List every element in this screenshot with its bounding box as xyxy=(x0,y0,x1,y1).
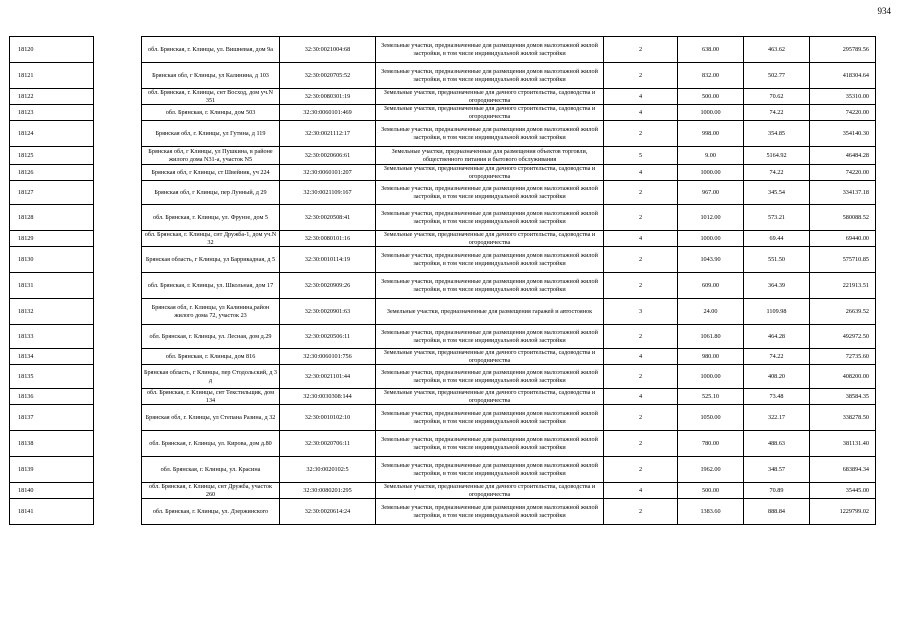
cadastral-number-cell: 32:30:0021004:68 xyxy=(280,37,376,63)
area-cell: 1000.00 xyxy=(678,105,744,121)
area-cell: 1000.00 xyxy=(678,365,744,389)
row-id-cell: 18129 xyxy=(10,231,94,247)
row-id-cell: 18127 xyxy=(10,181,94,205)
spacer-cell xyxy=(94,349,142,365)
purpose-group-cell: 4 xyxy=(604,389,678,405)
table-row xyxy=(10,483,876,499)
cadastral-number-cell: 32:30:0020506:11 xyxy=(280,325,376,349)
table-row xyxy=(10,37,876,63)
area-cell: 9.00 xyxy=(678,147,744,165)
cadastral-number-cell: 32:30:0020705:52 xyxy=(280,63,376,89)
land-purpose-cell: Земельные участки, предназначенные для размещения домов малоэтажной жилой застройки, в том числе индивидуальной жилой застройки xyxy=(376,405,604,431)
rate-cell: 74.22 xyxy=(744,165,810,181)
spacer-cell xyxy=(94,365,142,389)
cadastral-number-cell: 32:30:0020606:61 xyxy=(280,147,376,165)
address-cell: обл. Брянская, г. Клинцы, ул. Красина xyxy=(142,457,280,483)
table-row xyxy=(10,389,876,405)
cadastral-value-cell: 580088.52 xyxy=(810,205,876,231)
rate-cell: 573.21 xyxy=(744,205,810,231)
table-row xyxy=(10,165,876,181)
table-row xyxy=(10,349,876,365)
purpose-group-cell: 4 xyxy=(604,349,678,365)
cadastral-value-cell: 35445.00 xyxy=(810,483,876,499)
rate-cell: 364.39 xyxy=(744,273,810,299)
rate-cell: 888.84 xyxy=(744,499,810,525)
area-cell: 1962.00 xyxy=(678,457,744,483)
spacer-cell xyxy=(94,299,142,325)
cadastral-value-cell: 492972.50 xyxy=(810,325,876,349)
rate-cell: 408.20 xyxy=(744,365,810,389)
address-cell: Брянская обл, г Клинцы, ул Калинина, д 103 xyxy=(142,63,280,89)
address-cell: Брянская обл, г. Клинцы, ул Степана Разина, д 32 xyxy=(142,405,280,431)
spacer-cell xyxy=(94,105,142,121)
cadastral-value-cell: 683894.34 xyxy=(810,457,876,483)
cadastral-value-cell: 295789.56 xyxy=(810,37,876,63)
land-registry-table xyxy=(9,36,876,525)
cadastral-value-cell: 418304.64 xyxy=(810,63,876,89)
purpose-group-cell: 4 xyxy=(604,231,678,247)
row-id-cell: 18120 xyxy=(10,37,94,63)
row-id-cell: 18139 xyxy=(10,457,94,483)
table-row xyxy=(10,89,876,105)
area-cell: 780.00 xyxy=(678,431,744,457)
address-cell: обл. Брянская, г. Клинцы, ул. Вишневая, дом 9а xyxy=(142,37,280,63)
area-cell: 967.00 xyxy=(678,181,744,205)
table-row xyxy=(10,431,876,457)
purpose-group-cell: 2 xyxy=(604,457,678,483)
table-body xyxy=(10,37,876,525)
rate-cell: 463.62 xyxy=(744,37,810,63)
row-id-cell: 18124 xyxy=(10,121,94,147)
land-purpose-cell: Земельные участки, предназначенные для размещения домов малоэтажной жилой застройки, в том числе индивидуальной жилой застройки xyxy=(376,365,604,389)
cadastral-number-cell: 32:30:0020614:24 xyxy=(280,499,376,525)
purpose-group-cell: 4 xyxy=(604,483,678,499)
cadastral-value-cell: 381131.40 xyxy=(810,431,876,457)
area-cell: 525.10 xyxy=(678,389,744,405)
table-row xyxy=(10,205,876,231)
area-cell: 1000.00 xyxy=(678,231,744,247)
row-id-cell: 18132 xyxy=(10,299,94,325)
spacer-cell xyxy=(94,181,142,205)
table-row xyxy=(10,63,876,89)
cadastral-value-cell: 35310.00 xyxy=(810,89,876,105)
row-id-cell: 18141 xyxy=(10,499,94,525)
land-purpose-cell: Земельные участки, предназначенные для дачного строительства, садоводства и огородничества xyxy=(376,105,604,121)
land-purpose-cell: Земельные участки, предназначенные для дачного строительства, садоводства и огородничества xyxy=(376,89,604,105)
row-id-cell: 18131 xyxy=(10,273,94,299)
table-row xyxy=(10,105,876,121)
area-cell: 24.00 xyxy=(678,299,744,325)
land-purpose-cell: Земельные участки, предназначенные для размещения домов малоэтажной жилой застройки, в том числе индивидуальной жилой застройки xyxy=(376,431,604,457)
address-cell: обл. Брянская, г. Клинцы, ул. Школьная, дом 17 xyxy=(142,273,280,299)
cadastral-value-cell: 575710.85 xyxy=(810,247,876,273)
purpose-group-cell: 2 xyxy=(604,431,678,457)
spacer-cell xyxy=(94,63,142,89)
purpose-group-cell: 2 xyxy=(604,273,678,299)
purpose-group-cell: 2 xyxy=(604,499,678,525)
purpose-group-cell: 2 xyxy=(604,37,678,63)
table-row xyxy=(10,181,876,205)
spacer-cell xyxy=(94,405,142,431)
address-cell: Брянская обл, г Клинцы, ст Швейник, уч 224 xyxy=(142,165,280,181)
rate-cell: 551.50 xyxy=(744,247,810,273)
address-cell: обл. Брянская, г. Клинцы, снт Текстильщик, дом 134 xyxy=(142,389,280,405)
table-row xyxy=(10,325,876,349)
table-row xyxy=(10,273,876,299)
rate-cell: 70.62 xyxy=(744,89,810,105)
table-row xyxy=(10,405,876,431)
spacer-cell xyxy=(94,457,142,483)
cadastral-number-cell: 32:30:0060101:756 xyxy=(280,349,376,365)
cadastral-value-cell: 26639.52 xyxy=(810,299,876,325)
area-cell: 1043.90 xyxy=(678,247,744,273)
row-id-cell: 18126 xyxy=(10,165,94,181)
cadastral-number-cell: 32:30:0020909:26 xyxy=(280,273,376,299)
area-cell: 500.00 xyxy=(678,483,744,499)
table-row xyxy=(10,457,876,483)
table-row xyxy=(10,299,876,325)
land-purpose-cell: Земельные участки, предназначенные для размещения домов малоэтажной жилой застройки, в том числе индивидуальной жилой застройки xyxy=(376,273,604,299)
row-id-cell: 18128 xyxy=(10,205,94,231)
address-cell: обл. Брянская, г. Клинцы, снт Дружба, участок 260 xyxy=(142,483,280,499)
spacer-cell xyxy=(94,247,142,273)
address-cell: Брянская область, г Клинцы, ул Баррикадная, д 5 xyxy=(142,247,280,273)
cadastral-number-cell: 32:30:0020706:11 xyxy=(280,431,376,457)
purpose-group-cell: 4 xyxy=(604,105,678,121)
cadastral-value-cell: 69440.00 xyxy=(810,231,876,247)
row-id-cell: 18133 xyxy=(10,325,94,349)
spacer-cell xyxy=(94,273,142,299)
row-id-cell: 18121 xyxy=(10,63,94,89)
purpose-group-cell: 2 xyxy=(604,405,678,431)
spacer-cell xyxy=(94,37,142,63)
spacer-cell xyxy=(94,89,142,105)
cadastral-number-cell: 32:30:0020901:63 xyxy=(280,299,376,325)
address-cell: обл. Брянская, г. Клинцы, ул. Лесная, дом д.29 xyxy=(142,325,280,349)
rate-cell: 69.44 xyxy=(744,231,810,247)
purpose-group-cell: 2 xyxy=(604,121,678,147)
rate-cell: 322.17 xyxy=(744,405,810,431)
table-row xyxy=(10,247,876,273)
rate-cell: 488.63 xyxy=(744,431,810,457)
purpose-group-cell: 2 xyxy=(604,247,678,273)
land-purpose-cell: Земельные участки, предназначенные для размещения домов малоэтажной жилой застройки, в том числе индивидуальной жилой застройки xyxy=(376,181,604,205)
row-id-cell: 18140 xyxy=(10,483,94,499)
land-purpose-cell: Земельные участки, предназначенные для размещения домов малоэтажной жилой застройки, в том числе индивидуальной жилой застройки xyxy=(376,247,604,273)
table-row xyxy=(10,365,876,389)
address-cell: Брянская обл, г. Клинцы, ул Гутина, д 119 xyxy=(142,121,280,147)
cadastral-value-cell: 334137.18 xyxy=(810,181,876,205)
spacer-cell xyxy=(94,205,142,231)
cadastral-value-cell: 74220.00 xyxy=(810,165,876,181)
cadastral-value-cell: 354140.30 xyxy=(810,121,876,147)
land-purpose-cell: Земельные участки, предназначенные для дачного строительства, садоводства и огородничества xyxy=(376,349,604,365)
cadastral-number-cell: 32:30:0060101:469 xyxy=(280,105,376,121)
purpose-group-cell: 2 xyxy=(604,205,678,231)
spacer-cell xyxy=(94,431,142,457)
land-purpose-cell: Земельные участки, предназначенные для дачного строительства, садоводства и огородничества xyxy=(376,483,604,499)
address-cell: обл. Брянская, г. Клинцы, ул. Дзержинского xyxy=(142,499,280,525)
purpose-group-cell: 4 xyxy=(604,89,678,105)
land-purpose-cell: Земельные участки, предназначенные для размещения домов малоэтажной жилой застройки, в том числе индивидуальной жилой застройки xyxy=(376,325,604,349)
spacer-cell xyxy=(94,483,142,499)
purpose-group-cell: 4 xyxy=(604,165,678,181)
land-purpose-cell: Земельные участки, предназначенные для размещения объектов торговли, общественного питания и бытового обслуживания xyxy=(376,147,604,165)
rate-cell: 74.22 xyxy=(744,349,810,365)
land-purpose-cell: Земельные участки, предназначенные для размещения домов малоэтажной жилой застройки, в том числе индивидуальной жилой застройки xyxy=(376,499,604,525)
rate-cell: 1109.98 xyxy=(744,299,810,325)
address-cell: обл. Брянская, г. Клинцы, снт Восход, дом уч.N 351 xyxy=(142,89,280,105)
table-row xyxy=(10,147,876,165)
address-cell: Брянская обл, г Клинцы, ул Пушкина, в районе жилого дома N31-а, участок N5 xyxy=(142,147,280,165)
area-cell: 1012.00 xyxy=(678,205,744,231)
area-cell: 832.00 xyxy=(678,63,744,89)
purpose-group-cell: 2 xyxy=(604,63,678,89)
cadastral-value-cell: 338278.50 xyxy=(810,405,876,431)
cadastral-value-cell: 221913.51 xyxy=(810,273,876,299)
area-cell: 998.00 xyxy=(678,121,744,147)
row-id-cell: 18122 xyxy=(10,89,94,105)
land-purpose-cell: Земельные участки, предназначенные для размещения домов малоэтажной жилой застройки, в том числе индивидуальной жилой застройки xyxy=(376,205,604,231)
table-row xyxy=(10,231,876,247)
row-id-cell: 18135 xyxy=(10,365,94,389)
area-cell: 1050.00 xyxy=(678,405,744,431)
land-purpose-cell: Земельные участки, предназначенные для размещения домов малоэтажной жилой застройки, в том числе индивидуальной жилой застройки xyxy=(376,37,604,63)
page-number: 934 xyxy=(877,6,891,16)
cadastral-number-cell: 32:30:0010114:19 xyxy=(280,247,376,273)
spacer-cell xyxy=(94,121,142,147)
table-row xyxy=(10,499,876,525)
address-cell: обл. Брянская, г. Клинцы, дом 816 xyxy=(142,349,280,365)
address-cell: Брянская область, г Клинцы, пер Стодольский, д 3 д xyxy=(142,365,280,389)
cadastral-number-cell: 32:30:0020508:41 xyxy=(280,205,376,231)
table-row xyxy=(10,121,876,147)
address-cell: Брянская обл, г. Клинцы, ул Калинина,район жилого дома 72, участок 23 xyxy=(142,299,280,325)
cadastral-number-cell: 32:30:0021109:167 xyxy=(280,181,376,205)
address-cell: обл. Брянская, г. Клинцы, ул. Фрунзе, дом 5 xyxy=(142,205,280,231)
row-id-cell: 18138 xyxy=(10,431,94,457)
land-purpose-cell: Земельные участки, предназначенные для размещения гаражей и автостоянок xyxy=(376,299,604,325)
purpose-group-cell: 5 xyxy=(604,147,678,165)
purpose-group-cell: 2 xyxy=(604,325,678,349)
address-cell: обл. Брянская, г. Клинцы, снт Дружба-1, дом уч.N 32 xyxy=(142,231,280,247)
spacer-cell xyxy=(94,389,142,405)
area-cell: 1383.60 xyxy=(678,499,744,525)
cadastral-number-cell: 32:30:0010102:10 xyxy=(280,405,376,431)
rate-cell: 70.89 xyxy=(744,483,810,499)
row-id-cell: 18134 xyxy=(10,349,94,365)
purpose-group-cell: 2 xyxy=(604,365,678,389)
row-id-cell: 18125 xyxy=(10,147,94,165)
area-cell: 980.00 xyxy=(678,349,744,365)
rate-cell: 74.22 xyxy=(744,105,810,121)
cadastral-number-cell: 32:30:0030308:144 xyxy=(280,389,376,405)
rate-cell: 502.77 xyxy=(744,63,810,89)
land-purpose-cell: Земельные участки, предназначенные для размещения домов малоэтажной жилой застройки, в том числе индивидуальной жилой застройки xyxy=(376,63,604,89)
row-id-cell: 18136 xyxy=(10,389,94,405)
purpose-group-cell: 3 xyxy=(604,299,678,325)
cadastral-number-cell: 32:30:0060101:207 xyxy=(280,165,376,181)
cadastral-value-cell: 38584.35 xyxy=(810,389,876,405)
row-id-cell: 18130 xyxy=(10,247,94,273)
address-cell: Брянская обл, г Клинцы, пер Лунный, д 29 xyxy=(142,181,280,205)
spacer-cell xyxy=(94,325,142,349)
rate-cell: 464.28 xyxy=(744,325,810,349)
cadastral-value-cell: 408200.00 xyxy=(810,365,876,389)
cadastral-number-cell: 32:30:0020102:5 xyxy=(280,457,376,483)
row-id-cell: 18137 xyxy=(10,405,94,431)
land-purpose-cell: Земельные участки, предназначенные для дачного строительства, садоводства и огородничества xyxy=(376,389,604,405)
rate-cell: 73.48 xyxy=(744,389,810,405)
spacer-cell xyxy=(94,499,142,525)
rate-cell: 348.57 xyxy=(744,457,810,483)
area-cell: 1000.00 xyxy=(678,165,744,181)
area-cell: 1061.80 xyxy=(678,325,744,349)
rate-cell: 345.54 xyxy=(744,181,810,205)
rate-cell: 5164.92 xyxy=(744,147,810,165)
spacer-cell xyxy=(94,147,142,165)
address-cell: обл. Брянская, г. Клинцы, ул. Кирова, дом д.80 xyxy=(142,431,280,457)
cadastral-number-cell: 32:30:0080301:19 xyxy=(280,89,376,105)
cadastral-value-cell: 46484.28 xyxy=(810,147,876,165)
land-purpose-cell: Земельные участки, предназначенные для размещения домов малоэтажной жилой застройки, в том числе индивидуальной жилой застройки xyxy=(376,457,604,483)
area-cell: 609.00 xyxy=(678,273,744,299)
land-purpose-cell: Земельные участки, предназначенные для размещения домов малоэтажной жилой застройки, в том числе индивидуальной жилой застройки xyxy=(376,121,604,147)
land-purpose-cell: Земельные участки, предназначенные для дачного строительства, садоводства и огородничества xyxy=(376,165,604,181)
cadastral-value-cell: 74220.00 xyxy=(810,105,876,121)
area-cell: 638.00 xyxy=(678,37,744,63)
row-id-cell: 18123 xyxy=(10,105,94,121)
cadastral-number-cell: 32:30:0080101:16 xyxy=(280,231,376,247)
cadastral-number-cell: 32:30:0080201:295 xyxy=(280,483,376,499)
area-cell: 500.00 xyxy=(678,89,744,105)
rate-cell: 354.85 xyxy=(744,121,810,147)
cadastral-value-cell: 72735.60 xyxy=(810,349,876,365)
spacer-cell xyxy=(94,165,142,181)
spacer-cell xyxy=(94,231,142,247)
purpose-group-cell: 2 xyxy=(604,181,678,205)
land-purpose-cell: Земельные участки, предназначенные для дачного строительства, садоводства и огородничества xyxy=(376,231,604,247)
address-cell: обл. Брянская, г. Клинцы, дом 503 xyxy=(142,105,280,121)
cadastral-value-cell: 1229799.02 xyxy=(810,499,876,525)
cadastral-number-cell: 32:30:0021112:17 xyxy=(280,121,376,147)
cadastral-number-cell: 32:30:0021101:44 xyxy=(280,365,376,389)
